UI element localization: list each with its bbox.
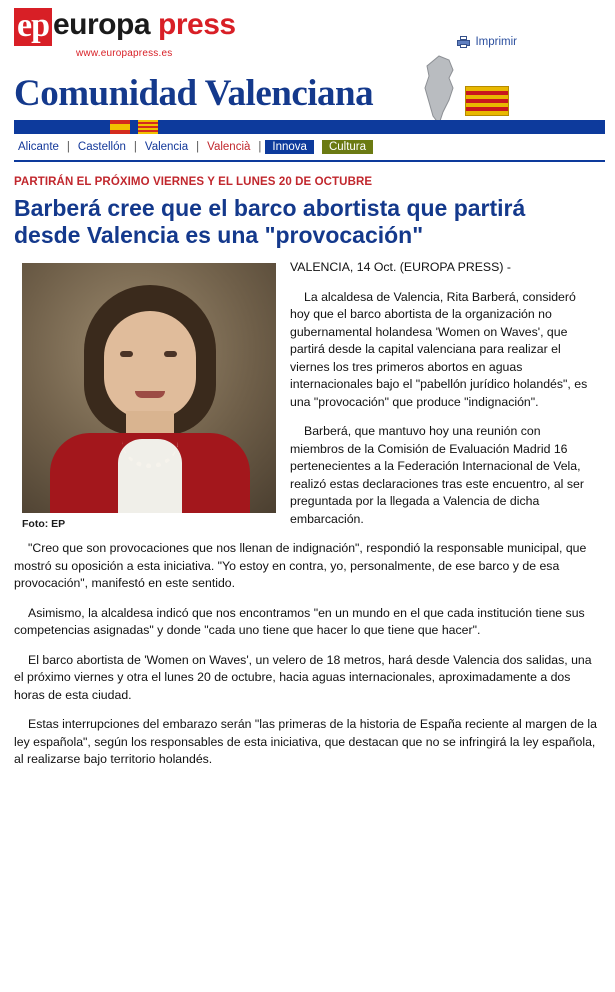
valencia-flag-small-icon — [138, 120, 158, 134]
site-logo[interactable] — [14, 8, 615, 46]
article-paragraph: Estas interrupciones del embarazo serán "las primeras de la historia de España reciente al margen de la ley española", según los responsables de esta iniciativa, que destacan que no se infringirá la ley española, al realizarse bajo territorio holandés. — [14, 717, 597, 766]
nav-separator: | — [196, 141, 200, 153]
article-photo-block — [22, 263, 276, 530]
nav-item-valencia[interactable]: Valencia — [144, 141, 189, 153]
nav-item-valencia-lang[interactable]: Valencià — [207, 141, 251, 153]
nav-item-alicante[interactable]: Alicante — [18, 141, 59, 153]
article-paragraph: La alcaldesa de Valencia, Rita Barberá, consideró hoy que el barco abortista de la organización no gubernamental holandesa 'Women on Waves', que partirá desde la capital valenciana para realizar el viernes los tres primeros abortos en aguas internacionales bajo el "pabellón jurídico holandés", es una "provocación" que produce "indignación". — [290, 289, 588, 409]
page-title: Barberá cree que el barco abortista que partirá desde Valencia es una "provocación" — [14, 195, 526, 248]
spain-flag-icon — [110, 120, 130, 134]
section-nav — [14, 137, 605, 162]
accent-bar — [14, 120, 605, 134]
nav-separator: | — [258, 141, 262, 153]
masthead — [0, 0, 615, 70]
logo-press-text: press — [158, 8, 236, 41]
article-photo — [22, 263, 276, 513]
section-title: Comunidad Valenciana — [14, 73, 374, 114]
nav-item-cultura[interactable]: Cultura — [322, 140, 373, 154]
printer-icon — [457, 36, 470, 48]
site-url[interactable]: www.europapress.es — [76, 48, 173, 59]
print-button[interactable] — [457, 36, 517, 48]
article — [14, 176, 597, 781]
nav-item-castellon[interactable]: Castellón — [77, 141, 126, 153]
article-paragraph: "Creo que son provocaciones que nos llenan de indignación", respondió la responsable municipal, que mostró su oposición a esta iniciativa. "Yo estoy en contra, yo, personalmente, de ese barco y de esa provocación", manifestó en este sentido. — [14, 541, 587, 590]
valencia-map-icon — [419, 54, 465, 128]
nav-item-innova[interactable]: Innova — [265, 140, 314, 154]
print-label: Imprimir — [475, 36, 517, 48]
nav-separator: | — [133, 141, 137, 153]
article-kicker: PARTIRÁN EL PRÓXIMO VIERNES Y EL LUNES 20 DE OCTUBRE — [14, 176, 373, 188]
article-paragraph: Asimismo, la alcaldesa indicó que nos encontramos "en un mundo en el que cada institución tiene sus competencias asignadas" y donde "cada uno tiene que hacer lo que tiene que hacer". — [14, 605, 585, 637]
article-dateline: VALENCIA, 14 Oct. (EUROPA PRESS) - — [290, 260, 511, 274]
logo-europa-text: europa — [53, 8, 151, 41]
nav-separator: | — [66, 141, 70, 153]
valencia-flag-icon — [465, 86, 509, 116]
section-header — [14, 72, 605, 118]
photo-credit: Foto: EP — [22, 518, 66, 530]
logo-ep-mark: ep — [14, 8, 52, 46]
article-paragraph: Barberá, que mantuvo hoy una reunión con miembros de la Comisión de Evaluación Madrid 16 pertenecientes a la Federación Internacional de Vela, realizó estas declaraciones tras este encuentro, al ser preguntada por la llegada a Valencia de dicha embarcación. — [290, 424, 584, 526]
article-paragraph: El barco abortista de 'Women on Waves', un velero de 18 metros, hará desde Valencia dos salidas, una el próximo viernes y otra el lunes 20 de octubre, hacia aguas internacionales, aproximadamente a dos horas de esta ciudad. — [14, 652, 592, 702]
